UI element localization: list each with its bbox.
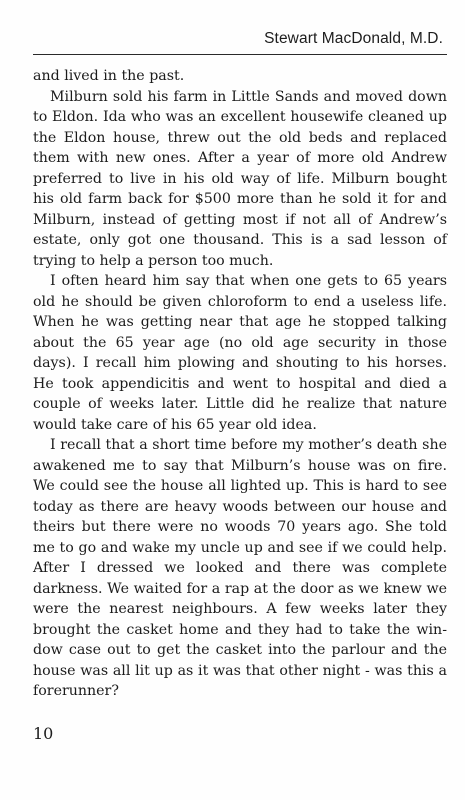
- paragraph-house-fire: I recall that a short time before my mother’s death she awakened me to say that Milburn’s house was on fire. We could see the house all lighted up. This is hard to see today as there are heavy woods between our house and theirs but there were no woods 70 years ago. She told me to go and wake my uncle up and see if we could help. After I dressed we looked and there was complete darkness. We waited for a rap at the door as we knew we were the nearest neighbours. A few weeks later they brought the casket home and they had to take the win-dow case out to get the casket into the parlour and the house was all lit up as it was that other night - was this a forerunner?: [33, 437, 447, 699]
- paragraph-milburn-farm: Milburn sold his farm in Little Sands and moved down to Eldon. Ida who was an excellent housewife cleaned up the Eldon house, threw out the old beds and replaced them with new ones. After a year of more old Andrew preferred to live in his old way of life. Milburn bought his old farm back for $500 more than he sold it for and Milburn, instead of getting most if not all of Andrew’s estate, only got one thousand. This is a sad lesson of trying to help a person too much.: [33, 88, 447, 269]
- body-text: [33, 66, 447, 702]
- running-header: Stewart MacDonald, M.D.: [264, 30, 443, 47]
- paragraph-chloroform: I often heard him say that when one gets to 65 years old he should be given chloroform to end a useless life. When he was getting near that age he stopped talking about the 65 year age (no old age security in those days). I recall him plowing and shouting to his horses. He took appendicitis and went to hospital and died a couple of weeks later. Little did he realize that nature would take care of his 65 year old idea.: [33, 273, 447, 433]
- paragraph-continuation: and lived in the past.: [33, 68, 185, 84]
- header-rule: [33, 54, 447, 55]
- page-number: 10: [33, 724, 54, 743]
